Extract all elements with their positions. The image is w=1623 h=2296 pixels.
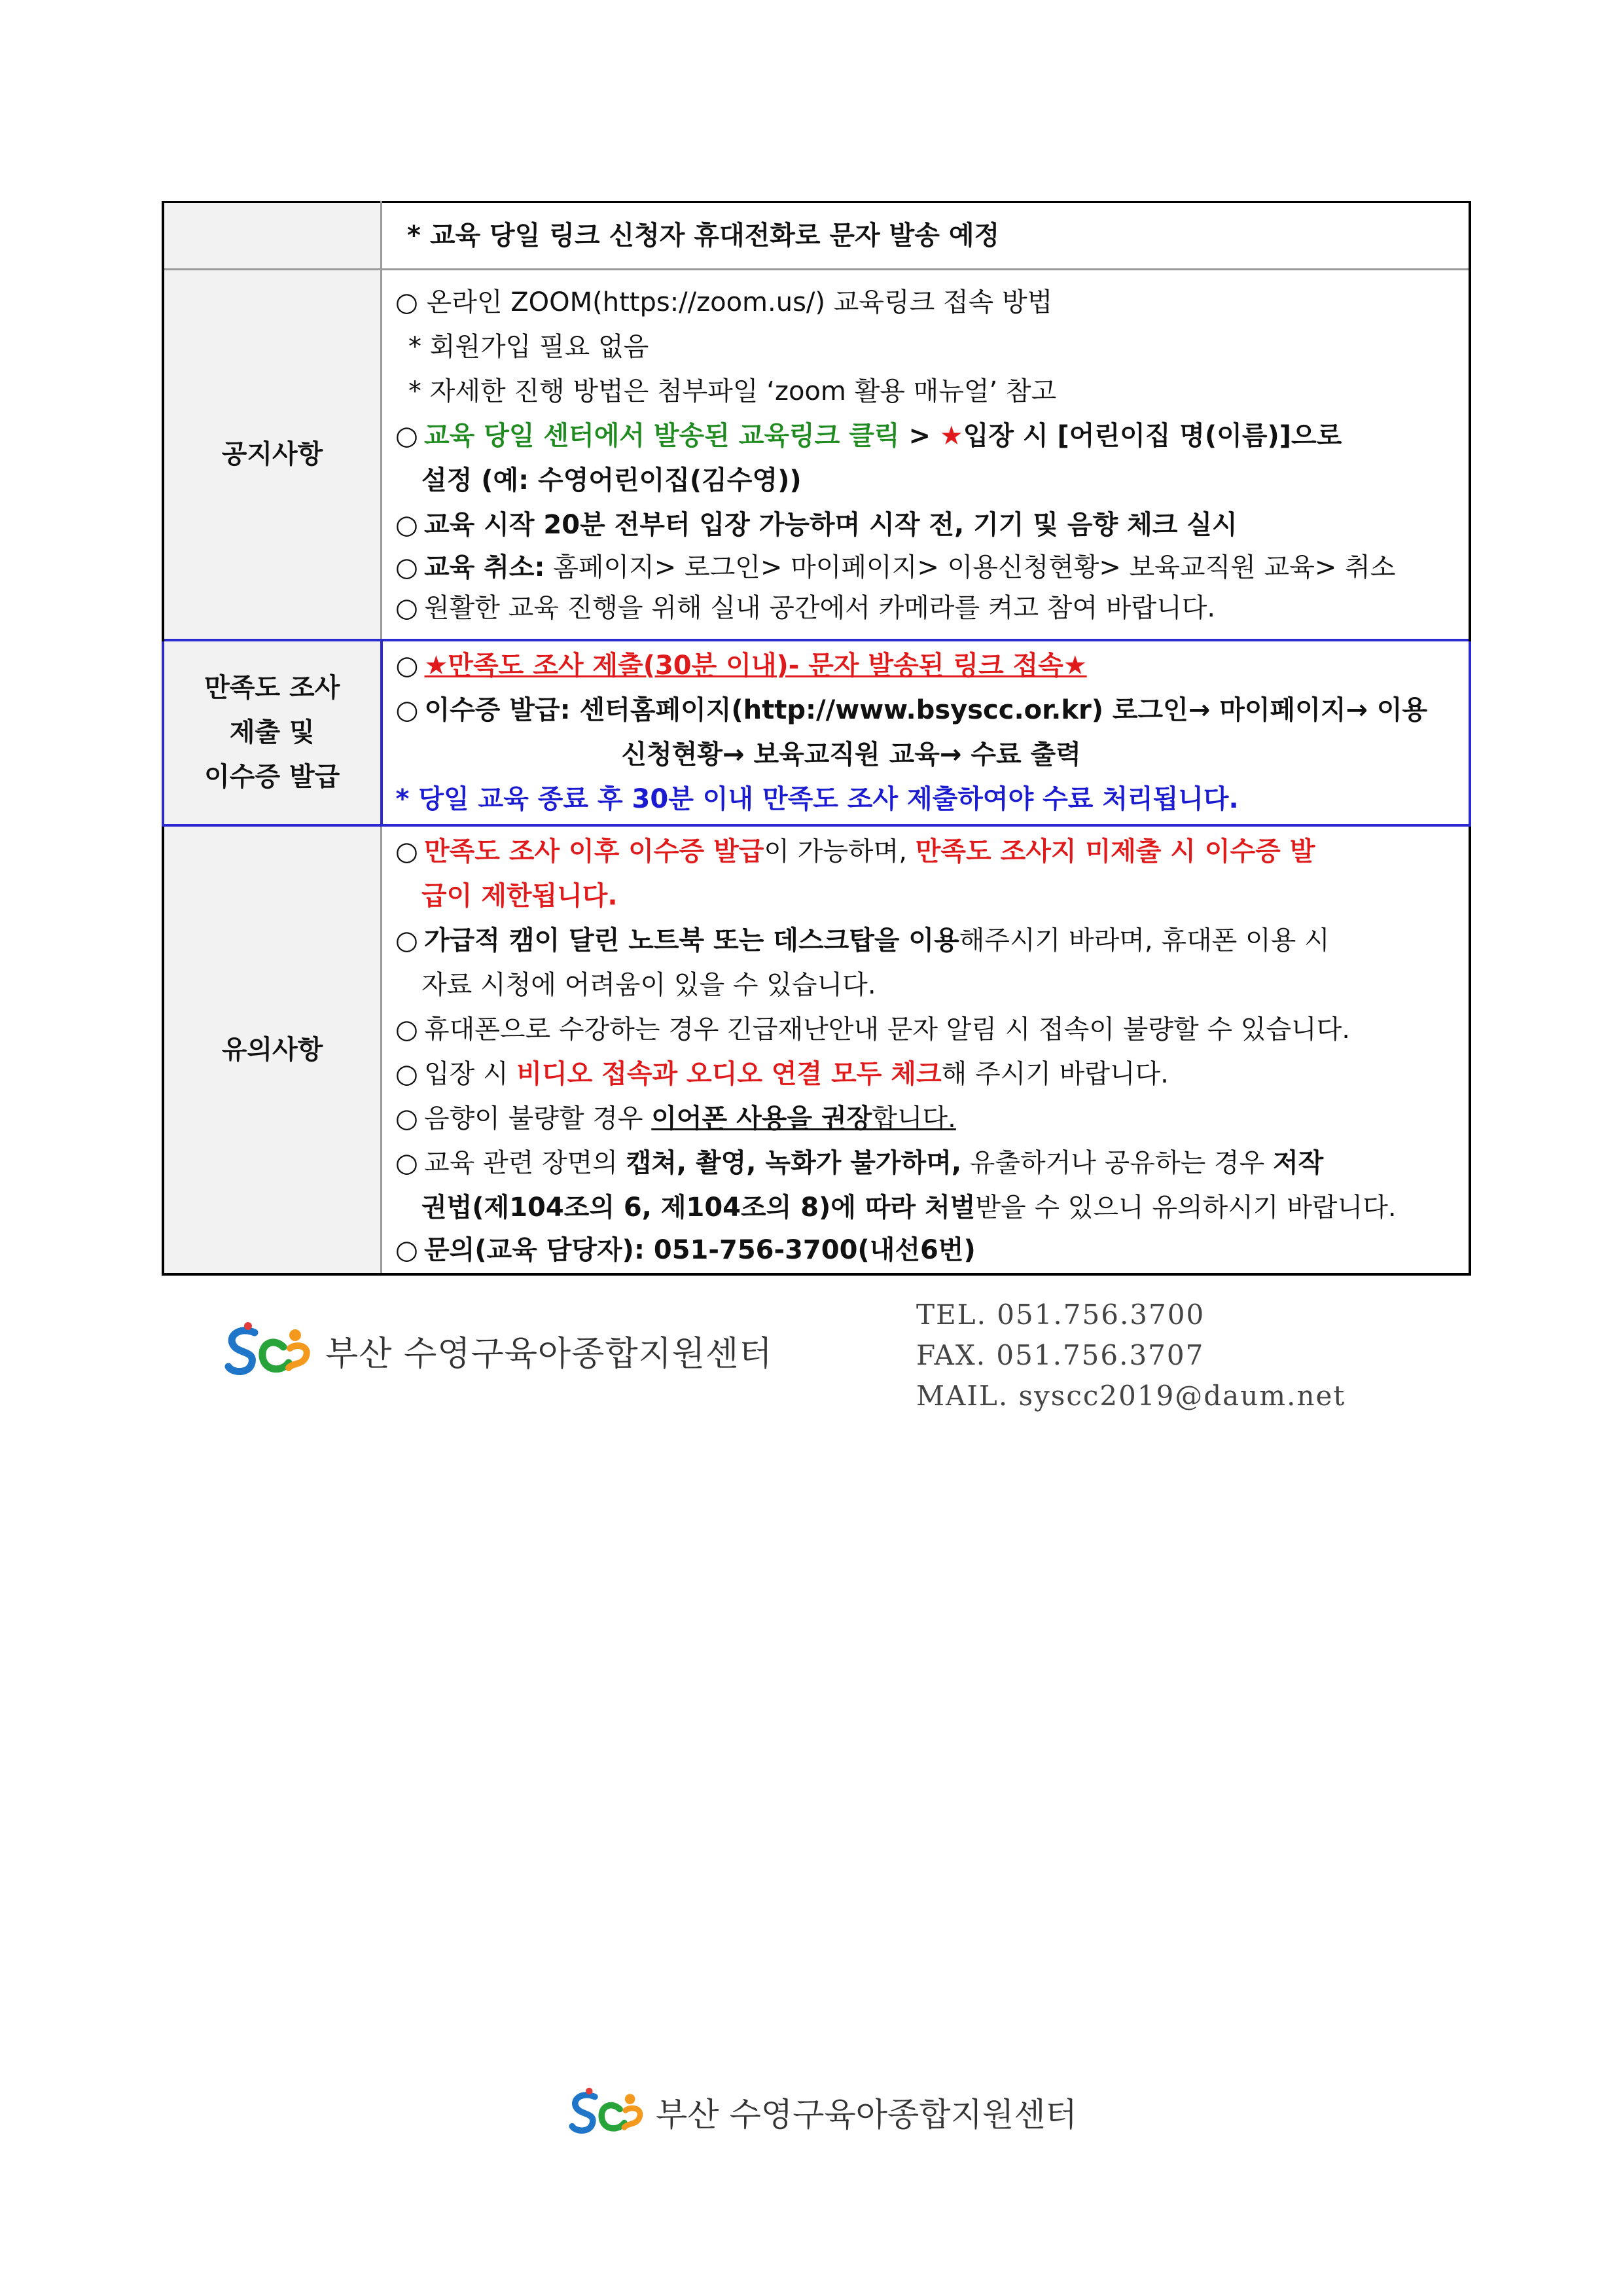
caution-red-2: 만족도 조사지 미제출 시 이수증 발 (915, 836, 1315, 867)
footer-logo (224, 1321, 773, 1380)
bottom-org-name: 부산 수영구육아종합지원센터 (656, 2096, 1077, 2134)
caution-line-6a: 입장 시 (424, 1058, 517, 1089)
caution-line-9 (395, 1185, 1454, 1230)
circle-bullet: ○ (395, 651, 419, 681)
caution-content (382, 825, 1471, 1274)
notice-label: 공지사항 (163, 270, 382, 640)
caution-line-8d: 저작 (1272, 1147, 1324, 1178)
caution-line-4: 자료 시청에 어려움이 있을 수 있습니다. (421, 969, 876, 1000)
caution-line-6c: 해 주시기 바랍니다. (941, 1058, 1169, 1089)
caution-earphone-text: 이어폰 사용을 권장 (651, 1103, 872, 1134)
notice-line-6 (395, 503, 1454, 547)
certificate-issue-text: 이수증 발급: 센터홈페이지(http://www.bsyscc.or.kr) 로그인→ 마이페이지→ 이용 (424, 695, 1428, 725)
survey-line-1 (396, 643, 1455, 688)
survey-submit-notice: ★만족도 조사 제출(30분 이내)- 문자 발송된 링크 접속★ (424, 651, 1087, 681)
caution-line-8a: 교육 관련 장면의 (424, 1147, 626, 1178)
circle-bullet: ○ (395, 836, 418, 867)
scc-logo-icon (568, 2087, 647, 2138)
scc-logo-icon (224, 1321, 313, 1380)
notice-line-8 (395, 588, 1454, 628)
caution-line-2: 급이 제한됩니다. (421, 880, 618, 911)
caution-label: 유의사항 (163, 825, 382, 1274)
caution-line-6 (395, 1052, 1454, 1096)
top-note-cell (382, 202, 1471, 270)
circle-bullet: ○ (395, 421, 418, 452)
caution-line-5 (395, 1007, 1454, 1052)
survey-line-3: 신청현황→ 보육교직원 교육→ 수료 출력 (621, 740, 1081, 770)
survey-content (382, 640, 1471, 825)
notice-line-2: * 회원가입 필요 없음 (408, 332, 649, 363)
survey-label (163, 640, 382, 825)
caution-line-7c: 합니다. (872, 1103, 956, 1134)
page-footer-logo (568, 2087, 1077, 2138)
circle-bullet: ○ (395, 1234, 418, 1265)
notice-line-8-text: 원활한 교육 진행을 위해 실내 공간에서 카메라를 켜고 참여 바랍니다. (424, 593, 1216, 624)
circle-bullet: ○ (395, 1147, 418, 1178)
caution-red-1: 만족도 조사 이후 이수증 발급 (424, 836, 764, 867)
notice-arrow: > (899, 421, 940, 452)
star-icon: ★ (939, 421, 963, 452)
email-address: MAIL. syscc2019@daum.net (916, 1380, 1346, 1412)
circle-bullet: ○ (395, 552, 418, 583)
survey-line-2 (396, 688, 1455, 732)
survey-label-line-2: 제출 및 (229, 717, 315, 747)
caution-plain-1: 이 가능하며, (764, 836, 916, 867)
contact-info: 문의(교육 담당자): 051-756-3700(내선6번) (424, 1234, 976, 1265)
notice-entry-text: 입장 시 [어린이집 명(이름)]으로 (963, 421, 1342, 452)
caution-line-3 (395, 918, 1454, 963)
circle-bullet: ○ (395, 925, 418, 956)
survey-line-4: * 당일 교육 종료 후 30분 이내 만족도 조사 제출하여야 수료 처리됩니다. (395, 784, 1239, 814)
caution-device-text: 가급적 캠이 달린 노트북 또는 데스크탑을 이용 (424, 925, 959, 956)
notice-line-4 (395, 414, 1454, 458)
caution-line-1 (395, 829, 1454, 874)
circle-bullet: ○ (395, 1058, 418, 1089)
caution-line-7a: 음향이 불량할 경우 (424, 1103, 652, 1134)
cancel-path: 홈페이지> 로그인> 마이페이지> 이용신청현황> 보육교직원 교육> 취소 (544, 552, 1396, 583)
caution-line-6b: 비디오 접속과 오디오 연결 모두 체크 (516, 1058, 942, 1089)
caution-line-9b: 받을 수 있으니 유의하시기 바랍니다. (975, 1192, 1397, 1223)
notice-line-6-text: 교육 시작 20분 전부터 입장 가능하며 시작 전, 기기 및 음향 체크 실시 (424, 510, 1238, 541)
circle-bullet: ○ (395, 1103, 418, 1134)
caution-device-rest: 해주시기 바라며, 휴대폰 이용 시 (959, 925, 1330, 956)
tel-number: TEL. 051.756.3700 (916, 1299, 1205, 1331)
caution-line-8b: 캡쳐, 촬영, 녹화가 불가하며, (626, 1147, 962, 1178)
survey-label-line-1: 만족도 조사 (204, 673, 340, 703)
caution-line-8c: 유출하거나 공유하는 경우 (961, 1147, 1273, 1178)
caution-line-7 (395, 1096, 1454, 1141)
notice-line-5: 설정 (예: 수영어린이집(김수영)) (421, 465, 802, 496)
empty-label-cell (163, 202, 382, 270)
circle-bullet: ○ (395, 695, 419, 725)
notice-content (382, 270, 1471, 640)
circle-bullet: ○ (395, 593, 418, 624)
caution-line-9a: 권법(제104조의 6, 제104조의 8)에 따라 처벌 (421, 1192, 976, 1223)
contact-block (916, 1295, 1346, 1416)
caution-line-8 (395, 1141, 1454, 1185)
notice-link-click-text: 교육 당일 센터에서 발송된 교육링크 클릭 (424, 421, 900, 452)
caution-line-10 (395, 1230, 1454, 1270)
guide-table (162, 201, 1471, 1276)
circle-bullet: ○ (395, 1014, 418, 1045)
caution-line-5-text: 휴대폰으로 수강하는 경우 긴급재난안내 문자 알림 시 접속이 불량할 수 있습니다. (424, 1014, 1350, 1045)
org-name: 부산 수영구육아종합지원센터 (325, 1334, 773, 1374)
cancel-label: 교육 취소: (424, 552, 545, 583)
survey-label-line-3: 이수증 발급 (204, 762, 340, 792)
circle-bullet: ○ (395, 510, 418, 541)
top-note: * 교육 당일 링크 신청자 휴대전화로 문자 발송 예정 (407, 221, 1000, 251)
notice-line-7 (395, 547, 1454, 588)
fax-number: FAX. 051.756.3707 (916, 1339, 1205, 1371)
notice-line-1: ○ 온라인 ZOOM(https://zoom.us/) 교육링크 접속 방법 (395, 287, 1053, 318)
notice-line-3: * 자세한 진행 방법은 첨부파일 ‘zoom 활용 매뉴얼’ 참고 (408, 376, 1057, 407)
